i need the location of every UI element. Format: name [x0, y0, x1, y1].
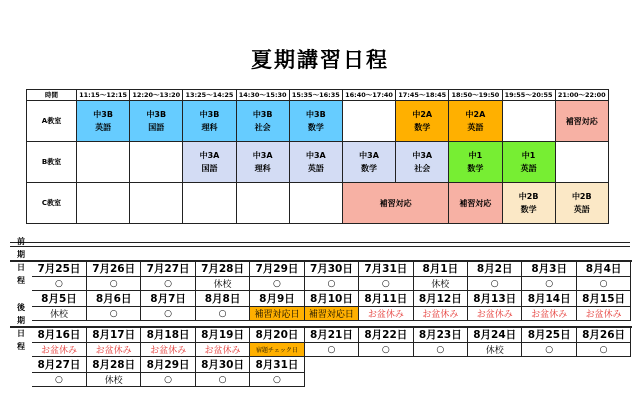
calendar-date: 8月16日	[32, 327, 86, 343]
class-cell	[502, 183, 555, 224]
period-label-char: 後	[17, 303, 25, 312]
calendar-status: 宿題チェック日	[250, 343, 304, 357]
header-time-slot: 16:40～17:40	[342, 90, 395, 101]
class-subject: 数学	[361, 164, 378, 173]
calendar-status: お盆休み	[468, 307, 522, 321]
calendar-date: 8月19日	[195, 327, 249, 343]
class-cell	[183, 142, 236, 183]
class-cell	[396, 142, 449, 183]
zenki-calendar	[10, 237, 632, 320]
calendar-status: お盆休み	[141, 343, 195, 357]
calendar-status: 休校	[86, 373, 140, 387]
calendar-status: ○	[468, 277, 522, 291]
class-subject: 数学	[520, 205, 537, 214]
calendar-empty	[468, 373, 522, 387]
period-label-char: 期	[17, 316, 25, 325]
calendar-date: 8月26日	[576, 327, 630, 343]
calendar-status: お盆休み	[195, 343, 249, 357]
calendar-date: 7月29日	[250, 261, 304, 277]
class-cell	[236, 183, 289, 224]
calendar-date: 8月30日	[195, 357, 249, 373]
timetable	[26, 89, 609, 224]
class-cell	[130, 142, 183, 183]
calendar-status: お盆休み	[359, 307, 413, 321]
calendar-status: お盆休み	[86, 343, 140, 357]
calendar-empty	[468, 357, 522, 373]
calendar-date: 8月13日	[468, 291, 522, 307]
calendar-date: 8月7日	[141, 291, 195, 307]
period-label-char: 前	[17, 237, 25, 246]
class-grade: 補習対応	[565, 116, 598, 126]
calendar-status: ○	[413, 343, 467, 357]
header-time-label: 時間	[27, 90, 77, 101]
calendar-status: お盆休み	[413, 307, 467, 321]
period-label-char: 日	[17, 263, 25, 272]
calendar-date: 8月1日	[413, 261, 467, 277]
class-grade: 中1	[521, 151, 536, 160]
calendar-date: 7月28日	[195, 261, 249, 277]
class-subject: 英語	[573, 205, 590, 214]
room-name: C教室	[27, 183, 77, 224]
calendar-date: 7月27日	[141, 261, 195, 277]
class-grade: 中3A	[305, 151, 326, 160]
calendar-status: ○	[304, 343, 358, 357]
class-cell	[183, 101, 236, 142]
class-cell	[77, 101, 130, 142]
header-time-slot: 13:25～14:25	[183, 90, 236, 101]
calendar-empty	[359, 373, 413, 387]
calendar-empty	[413, 357, 467, 373]
calendar-status: ○	[359, 343, 413, 357]
class-cell	[289, 142, 342, 183]
class-subject: 理科	[201, 123, 218, 132]
class-cell	[130, 101, 183, 142]
calendar-status: ○	[304, 277, 358, 291]
class-subject: 数学	[414, 123, 431, 132]
class-cell	[342, 183, 448, 224]
calendar-date: 8月15日	[576, 291, 630, 307]
calendar-date: 8月2日	[468, 261, 522, 277]
class-subject: 社会	[254, 123, 271, 132]
class-subject: 英語	[520, 164, 537, 173]
calendar-empty	[576, 373, 630, 387]
period-label-char: 程	[17, 342, 25, 351]
calendar-date: 8月18日	[141, 327, 195, 343]
class-cell	[449, 183, 502, 224]
class-grade: 中2A	[465, 110, 486, 119]
class-grade: 中2A	[412, 110, 433, 119]
header-time-slot: 14:30～15:30	[236, 90, 289, 101]
class-subject: 数学	[467, 164, 484, 173]
class-subject: 社会	[414, 164, 431, 173]
class-subject: 英語	[467, 123, 484, 132]
class-grade: 中3A	[199, 151, 220, 160]
divider	[10, 242, 630, 243]
calendar-status: ○	[522, 343, 576, 357]
period-label-char: 日	[17, 329, 25, 338]
class-cell	[183, 183, 236, 224]
calendar-status: ○	[141, 373, 195, 387]
calendar-status: ○	[141, 307, 195, 321]
calendar-status: ○	[141, 277, 195, 291]
calendar-status: ○	[576, 343, 630, 357]
calendar-status: お盆休み	[576, 307, 630, 321]
calendar-date: 8月8日	[195, 291, 249, 307]
calendar-date: 8月22日	[359, 327, 413, 343]
header-time-slot: 21:00～22:00	[555, 90, 608, 101]
calendar-date: 8月20日	[250, 327, 304, 343]
class-cell	[342, 142, 395, 183]
class-grade: 中3B	[93, 110, 113, 119]
calendar-status: ○	[522, 277, 576, 291]
calendar-empty	[359, 357, 413, 373]
calendar-status: ○	[32, 373, 86, 387]
class-cell	[555, 142, 608, 183]
header-time-slot: 18:50～19:50	[449, 90, 502, 101]
class-subject: 理科	[254, 164, 271, 173]
calendar-date: 8月9日	[250, 291, 304, 307]
class-grade: 中2B	[571, 192, 592, 201]
class-subject: 英語	[95, 123, 112, 132]
calendar-date: 7月26日	[86, 261, 140, 277]
header-time-slot: 11:15～12:15	[77, 90, 130, 101]
class-cell	[289, 183, 342, 224]
calendar-empty	[304, 373, 358, 387]
class-grade: 中3B	[199, 110, 220, 119]
calendar-status: 休校	[468, 343, 522, 357]
calendar-status: ○	[250, 373, 304, 387]
calendar-status: ○	[359, 277, 413, 291]
calendar-date: 7月31日	[359, 261, 413, 277]
calendar-date: 8月21日	[304, 327, 358, 343]
calendar-date: 8月4日	[576, 261, 630, 277]
header-time-slot: 17:45～18:45	[396, 90, 449, 101]
class-grade: 中3B	[146, 110, 167, 119]
page-title: 夏期講習日程	[251, 48, 389, 72]
class-subject: 国語	[148, 123, 165, 132]
period-label-char: 程	[17, 276, 25, 285]
class-cell	[236, 142, 289, 183]
calendar-date: 8月14日	[522, 291, 576, 307]
class-cell	[502, 101, 555, 142]
calendar-empty	[304, 357, 358, 373]
class-cell	[555, 183, 608, 224]
calendar-status: 補習対応日	[304, 307, 358, 321]
calendar-status: ○	[86, 307, 140, 321]
calendar-date: 8月23日	[413, 327, 467, 343]
calendar-status: ○	[195, 307, 249, 321]
class-cell	[449, 142, 502, 183]
class-cell	[396, 101, 449, 142]
calendar-date: 8月11日	[359, 291, 413, 307]
calendar-empty	[522, 357, 576, 373]
class-grade: 中3B	[252, 110, 273, 119]
class-subject: 国語	[201, 164, 218, 173]
class-grade: 中3A	[412, 151, 433, 160]
calendar-date: 8月12日	[413, 291, 467, 307]
calendar-status: ○	[250, 277, 304, 291]
calendar-date: 8月31日	[250, 357, 304, 373]
calendar-status: 補習対応日	[250, 307, 304, 321]
class-grade: 中3A	[252, 151, 273, 160]
calendar-date: 8月24日	[468, 327, 522, 343]
class-grade: 中2B	[518, 192, 539, 201]
calendar-date: 8月28日	[86, 357, 140, 373]
class-cell	[236, 101, 289, 142]
divider	[10, 246, 630, 247]
calendar-date: 8月6日	[86, 291, 140, 307]
class-cell	[555, 101, 608, 142]
calendar-status: ○	[32, 277, 86, 291]
calendar-status: 休校	[32, 307, 86, 321]
class-subject: 数学	[307, 123, 324, 132]
calendar-empty	[522, 373, 576, 387]
class-cell	[289, 101, 342, 142]
header-time-slot: 15:35～16:35	[289, 90, 342, 101]
calendar-date: 8月29日	[141, 357, 195, 373]
calendar-date: 8月3日	[522, 261, 576, 277]
calendar-status: 休校	[413, 277, 467, 291]
class-grade: 中1	[468, 151, 483, 160]
calendar-status: お盆休み	[32, 343, 86, 357]
class-cell	[130, 183, 183, 224]
class-cell	[342, 101, 395, 142]
class-cell	[449, 101, 502, 142]
class-subject: 英語	[307, 164, 324, 173]
calendar-date: 8月27日	[32, 357, 86, 373]
calendar-status: 休校	[195, 277, 249, 291]
calendar-date: 7月25日	[32, 261, 86, 277]
class-grade: 中3B	[306, 110, 326, 119]
calendar-empty	[576, 357, 630, 373]
header-time-slot: 12:20～13:20	[130, 90, 183, 101]
class-grade: 補習対応	[459, 198, 492, 208]
calendar-status: ○	[195, 373, 249, 387]
class-cell	[77, 183, 130, 224]
calendar-date: 8月17日	[86, 327, 140, 343]
room-name: B教室	[27, 142, 77, 183]
room-name: A教室	[27, 101, 77, 142]
calendar-empty	[413, 373, 467, 387]
calendar-date: 8月25日	[522, 327, 576, 343]
calendar-date: 8月5日	[32, 291, 86, 307]
calendar-date: 8月10日	[304, 291, 358, 307]
period-label-char: 期	[17, 250, 25, 259]
calendar-status: ○	[576, 277, 630, 291]
calendar-status: お盆休み	[522, 307, 576, 321]
class-cell	[502, 142, 555, 183]
header-time-slot: 19:55～20:55	[502, 90, 555, 101]
class-grade: 中3A	[359, 151, 379, 160]
class-grade: 補習対応	[379, 198, 412, 208]
calendar-status: ○	[86, 277, 140, 291]
class-cell	[77, 142, 130, 183]
calendar-date: 7月30日	[304, 261, 358, 277]
